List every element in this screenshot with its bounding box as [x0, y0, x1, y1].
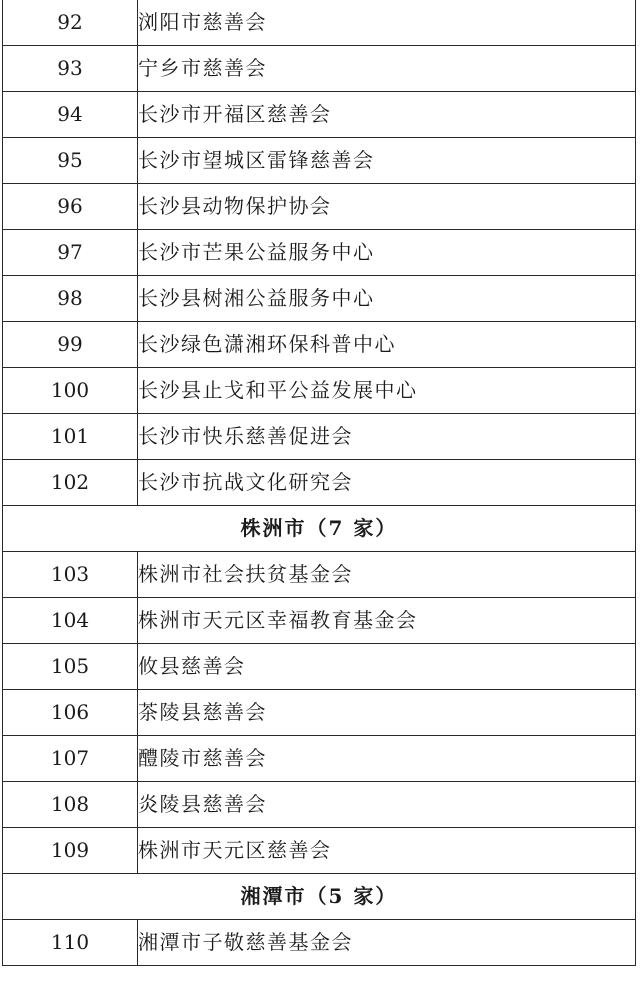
row-number: 97 — [3, 230, 138, 276]
row-number: 109 — [3, 828, 138, 874]
organization-name: 长沙绿色潇湘环保科普中心 — [138, 322, 636, 368]
table-row — [3, 92, 636, 138]
section-header-row — [3, 506, 636, 552]
organization-name: 湘潭市子敬慈善基金会 — [138, 920, 636, 966]
row-number: 92 — [3, 0, 138, 46]
row-number: 107 — [3, 736, 138, 782]
row-number: 100 — [3, 368, 138, 414]
table-row — [3, 230, 636, 276]
organization-name: 炎陵县慈善会 — [138, 782, 636, 828]
organization-name: 长沙县树湘公益服务中心 — [138, 276, 636, 322]
row-number: 104 — [3, 598, 138, 644]
organization-name: 长沙市芒果公益服务中心 — [138, 230, 636, 276]
table-row — [3, 138, 636, 184]
row-number: 103 — [3, 552, 138, 598]
table-row — [3, 0, 636, 46]
row-number: 93 — [3, 46, 138, 92]
table-row — [3, 414, 636, 460]
organization-name: 株洲市天元区慈善会 — [138, 828, 636, 874]
row-number: 106 — [3, 690, 138, 736]
organization-name: 长沙市望城区雷锋慈善会 — [138, 138, 636, 184]
organization-name: 株洲市天元区幸福教育基金会 — [138, 598, 636, 644]
organization-table — [2, 0, 636, 966]
row-number: 110 — [3, 920, 138, 966]
organization-name: 宁乡市慈善会 — [138, 46, 636, 92]
row-number: 95 — [3, 138, 138, 184]
table-row — [3, 644, 636, 690]
table-row — [3, 276, 636, 322]
table-row — [3, 46, 636, 92]
table-row — [3, 598, 636, 644]
section-header-row — [3, 874, 636, 920]
organization-table-body — [3, 0, 636, 966]
organization-name: 浏阳市慈善会 — [138, 0, 636, 46]
table-row — [3, 828, 636, 874]
organization-name: 攸县慈善会 — [138, 644, 636, 690]
table-row — [3, 690, 636, 736]
table-row — [3, 460, 636, 506]
row-number: 105 — [3, 644, 138, 690]
row-number: 102 — [3, 460, 138, 506]
row-number: 101 — [3, 414, 138, 460]
row-number: 94 — [3, 92, 138, 138]
organization-name: 长沙市开福区慈善会 — [138, 92, 636, 138]
row-number: 98 — [3, 276, 138, 322]
table-row — [3, 736, 636, 782]
table-row — [3, 368, 636, 414]
table-row — [3, 782, 636, 828]
organization-name: 长沙县止戈和平公益发展中心 — [138, 368, 636, 414]
row-number: 108 — [3, 782, 138, 828]
organization-name: 长沙市快乐慈善促进会 — [138, 414, 636, 460]
section-title: 湘潭市（5 家） — [3, 874, 636, 920]
organization-name: 醴陵市慈善会 — [138, 736, 636, 782]
table-row — [3, 322, 636, 368]
table-row — [3, 552, 636, 598]
organization-name: 长沙县动物保护协会 — [138, 184, 636, 230]
section-title: 株洲市（7 家） — [3, 506, 636, 552]
organization-name: 茶陵县慈善会 — [138, 690, 636, 736]
row-number: 96 — [3, 184, 138, 230]
table-row — [3, 184, 636, 230]
organization-name: 株洲市社会扶贫基金会 — [138, 552, 636, 598]
table-row — [3, 920, 636, 966]
row-number: 99 — [3, 322, 138, 368]
organization-name: 长沙市抗战文化研究会 — [138, 460, 636, 506]
